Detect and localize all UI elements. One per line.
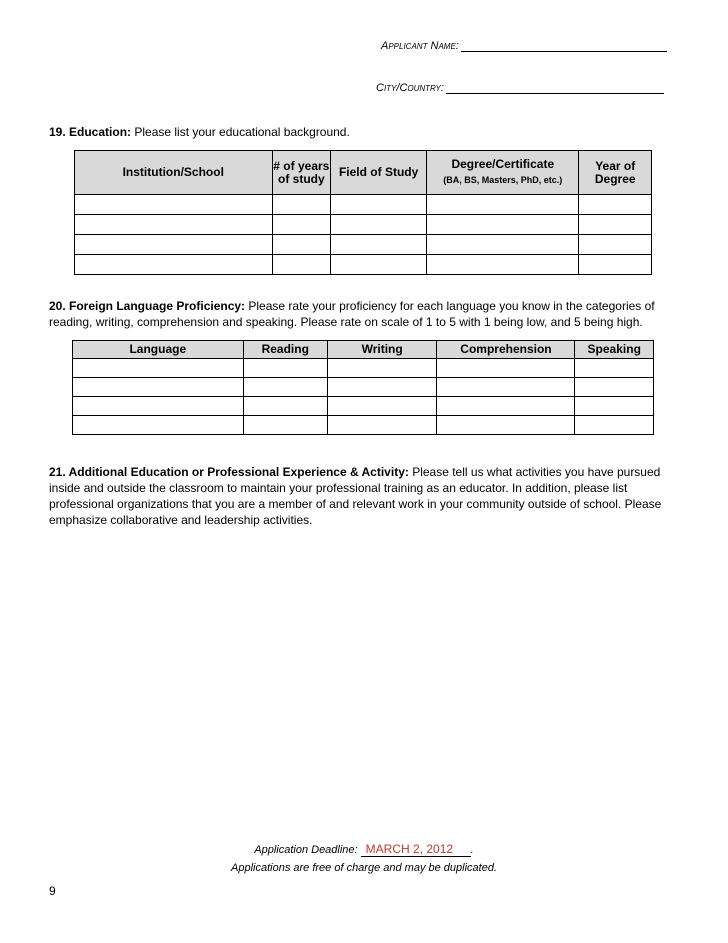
table-cell[interactable]: [272, 215, 331, 235]
table-cell[interactable]: [427, 255, 579, 275]
table-cell[interactable]: [327, 378, 437, 397]
table-row: [73, 378, 654, 397]
table-cell[interactable]: [427, 195, 579, 215]
col-year: Year of Degree: [579, 151, 652, 195]
table-cell[interactable]: [579, 235, 652, 255]
applicant-name-blank[interactable]: [461, 40, 667, 52]
table-row: [75, 255, 652, 275]
language-header-row: [73, 341, 654, 359]
col-degree-label: Degree/Certificate: [451, 157, 555, 171]
additional-heading: [49, 464, 679, 528]
table-cell[interactable]: [73, 359, 244, 378]
language-heading: [49, 298, 679, 330]
education-table: [74, 150, 652, 275]
city-country-label: City/Country:: [376, 82, 444, 94]
table-cell[interactable]: [272, 235, 331, 255]
table-cell[interactable]: [575, 397, 654, 416]
language-table: [72, 340, 654, 435]
table-cell[interactable]: [327, 359, 437, 378]
table-row: [73, 359, 654, 378]
table-cell[interactable]: [427, 235, 579, 255]
col-field: Field of Study: [331, 151, 427, 195]
additional-number: 21. Additional Education or Professional Experience & Activity:: [49, 465, 409, 479]
col-institution: Institution/School: [75, 151, 273, 195]
table-cell[interactable]: [575, 359, 654, 378]
table-cell[interactable]: [579, 255, 652, 275]
deadline-end: .: [470, 844, 474, 856]
table-cell[interactable]: [437, 378, 575, 397]
table-cell[interactable]: [75, 195, 273, 215]
table-cell[interactable]: [327, 397, 437, 416]
table-cell[interactable]: [331, 215, 427, 235]
city-country-field[interactable]: [376, 82, 664, 94]
col-comprehension: Comprehension: [437, 341, 575, 359]
table-cell[interactable]: [579, 215, 652, 235]
table-cell[interactable]: [575, 378, 654, 397]
col-reading: Reading: [243, 341, 327, 359]
table-cell[interactable]: [427, 215, 579, 235]
table-cell[interactable]: [73, 416, 244, 435]
table-cell[interactable]: [437, 397, 575, 416]
table-cell[interactable]: [243, 378, 327, 397]
col-language: Language: [73, 341, 244, 359]
table-row: [73, 416, 654, 435]
table-cell[interactable]: [575, 416, 654, 435]
deadline-line: [0, 842, 728, 857]
table-cell[interactable]: [75, 255, 273, 275]
education-header-row: [75, 151, 652, 195]
table-cell[interactable]: [243, 397, 327, 416]
deadline-label: Application Deadline:: [254, 844, 358, 856]
table-row: [75, 215, 652, 235]
table-row: [75, 235, 652, 255]
education-heading: [49, 124, 679, 140]
table-cell[interactable]: [75, 215, 273, 235]
table-cell[interactable]: [331, 195, 427, 215]
language-prompt: Please rate your proficiency for each language you know in the categories of reading, writing, comprehension and speaking. Please rate on scale of 1 to 5 with 1 being low, and 5 being high.: [49, 299, 655, 329]
col-degree: [427, 151, 579, 195]
table-cell[interactable]: [75, 235, 273, 255]
col-writing: Writing: [327, 341, 437, 359]
language-number: 20. Foreign Language Proficiency:: [49, 299, 246, 313]
page-number: 9: [49, 884, 56, 898]
table-cell[interactable]: [437, 359, 575, 378]
additional-answer-area[interactable]: [49, 530, 679, 830]
table-cell[interactable]: [327, 416, 437, 435]
col-degree-sub: (BA, BS, Masters, PhD, etc.): [443, 175, 563, 185]
deadline-date: MARCH 2, 2012: [361, 842, 471, 857]
col-speaking: Speaking: [575, 341, 654, 359]
table-cell[interactable]: [579, 195, 652, 215]
table-cell[interactable]: [331, 235, 427, 255]
additional-prompt: Please tell us what activities you have pursued inside and outside the classroom to maintain your professional training as an educator. In addition, please list professional organizations that you are a member of and relevant work in your community outside of school. Please emphasize collaborative and leadership activities.: [49, 465, 662, 527]
table-row: [75, 195, 652, 215]
education-prompt: Please list your educational background.: [131, 125, 350, 139]
free-note: Applications are free of charge and may be duplicated.: [231, 862, 497, 874]
table-cell[interactable]: [437, 416, 575, 435]
col-years: # of years of study: [272, 151, 331, 195]
table-cell[interactable]: [272, 195, 331, 215]
table-cell[interactable]: [73, 378, 244, 397]
table-cell[interactable]: [73, 397, 244, 416]
table-row: [73, 397, 654, 416]
applicant-name-label: Applicant Name:: [381, 40, 459, 52]
table-cell[interactable]: [243, 416, 327, 435]
city-country-blank[interactable]: [446, 82, 664, 94]
table-cell[interactable]: [243, 359, 327, 378]
education-number: 19. Education:: [49, 125, 132, 139]
table-cell[interactable]: [272, 255, 331, 275]
applicant-name-field[interactable]: [381, 40, 667, 52]
table-cell[interactable]: [331, 255, 427, 275]
